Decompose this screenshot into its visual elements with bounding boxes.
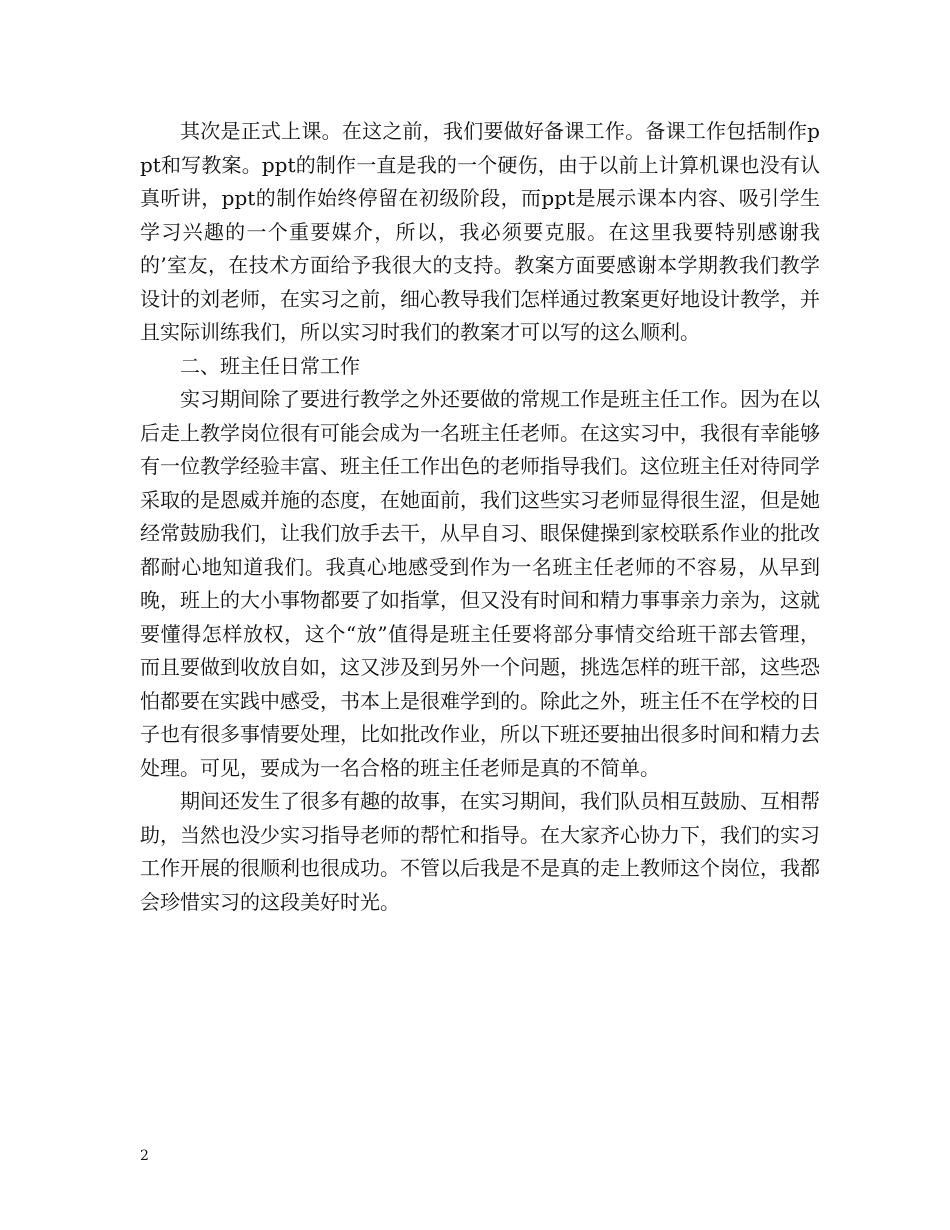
paragraph-head-teacher-work: 实习期间除了要进行教学之外还要做的常规工作是班主任工作。因为在以后走上教学岗位很有可能会成为一名班主任老师。在这实习中，我很有幸能够有一位教学经验丰富、班主任工作出色的老师指导我们。这位班主任对待同学采取的是恩威并施的态度，在她面前，我们这些实习老师显得很生涩，但是她经常鼓励我们，让我们放手去干，从早自习、眼保健操到家校联系作业的批改都耐心地知道我们。我真心地感受到作为一名班主任老师的不容易，从早到晚，班上的大小事物都要了如指掌，但又没有时间和精力事事亲力亲为，这就要懂得怎样放权，这个“放”值得是班主任要将部分事情交给班干部去管理，而且要做到收放自如，这又涉及到另外一个问题，挑选怎样的班干部，这些恐怕都要在实践中感受，书本上是很难学到的。除此之外，班主任不在学校的日子也有很多事情要处理，比如批改作业，所以下班还要抽出很多时间和精力去处理。可见，要成为一名合格的班主任老师是真的不简单。 (140, 387, 820, 780)
document-body (140, 115, 820, 919)
paragraph-closing: 期间还发生了很多有趣的故事，在实习期间，我们队员相互鼓励、互相帮助，当然也没少实习指导老师的帮忙和指导。在大家齐心协力下，我们的实习工作开展的很顺利也很成功。不管以后我是不是真的走上教师这个岗位，我都会珍惜实习的这段美好时光。 (140, 789, 820, 914)
paragraph-lesson-preparation: 其次是正式上课。在这之前，我们要做好备课工作。备课工作包括制作ppt和写教案。ppt的制作一直是我的一个硬伤，由于以前上计算机课也没有认真听讲，ppt的制作始终停留在初级阶段，而ppt是展示课本内容、吸引学生学习兴趣的一个重要媒介，所以，我必须要克服。在这里我要特别感谢我的’室友，在技术方面给予我很大的支持。教案方面要感谢本学期教我们教学设计的刘老师，在实习之前，细心教导我们怎样通过教案更好地设计教学，并且实际训练我们，所以实习时我们的教案才可以写的这么顺利。 (140, 119, 820, 344)
section-heading: 二、班主任日常工作 (180, 353, 360, 378)
page-number: 2 (140, 1148, 149, 1164)
